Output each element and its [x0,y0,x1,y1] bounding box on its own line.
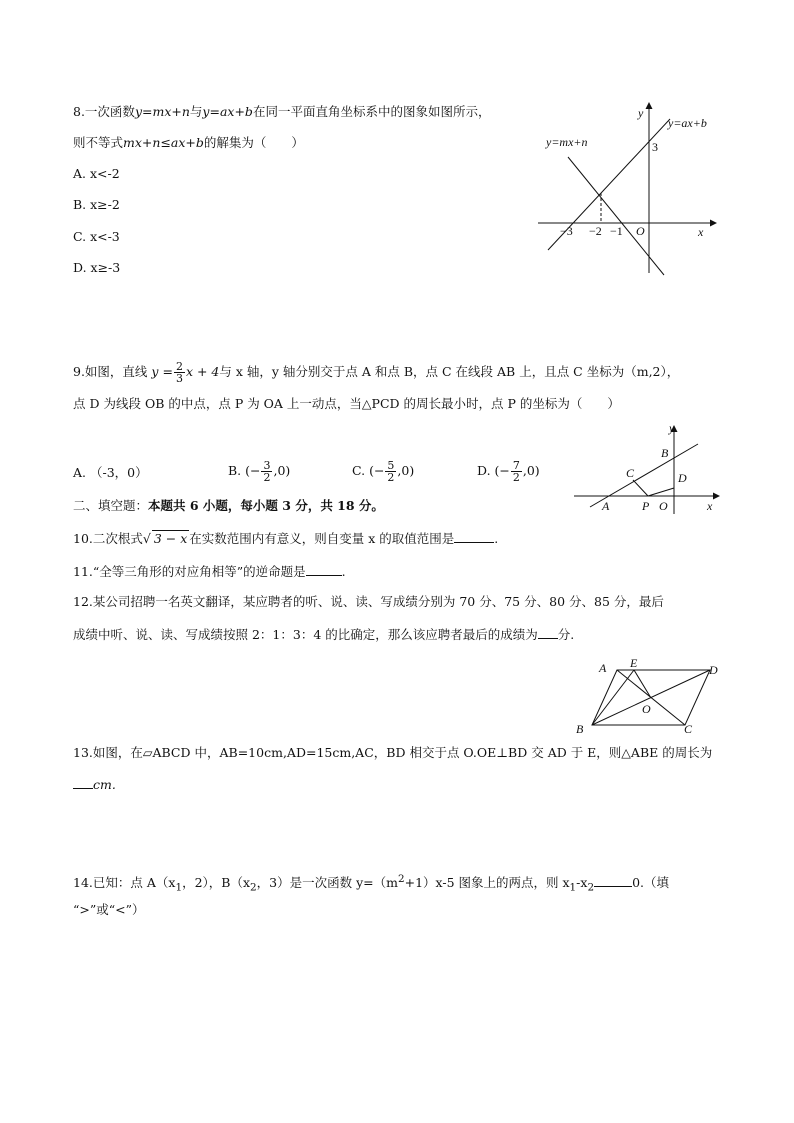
q8-option-b[interactable]: B. x≥-2 [73,197,120,212]
q8-x-arrow-icon [710,220,717,227]
q13-label-c: C [684,722,693,736]
q13-answer-blank[interactable] [73,776,93,789]
q8-y-arrow-icon [646,102,653,109]
q8-label-mx-n: y=mx+n [546,135,588,149]
q8-option-c[interactable]: C. x<-3 [73,229,120,244]
q9-label-p: P [642,499,650,513]
q8-option-a[interactable]: A. x<-2 [73,166,120,181]
q8-line2: 则不等式mx+n≤ax+b的解集为（ ） [73,135,304,150]
q9-label-b: B [661,446,669,460]
q14-line2: “>”或“<”） [73,902,145,917]
q9-segment-pc [633,480,648,496]
q9-x-arrow-icon [713,493,720,500]
q9-segment-pd [648,488,674,496]
q11-line: 11.“全等三角形的对应角相等”的逆命题是 . [73,564,346,579]
q9-label-y: y [669,421,675,435]
q8-label-x: x [698,225,704,239]
q9-option-d[interactable]: D. (− $\frac{7}{2}$ ,0) [477,459,540,484]
q9-line2: 点 D 为线段 OB 的中点，点 P 为 OA 上一动点，当△PCD 的周长最小时，点 P 的坐标为（ ） [73,396,620,411]
q9-label-c: C [626,466,635,480]
q9-graph [570,422,730,517]
q9-label-a: A [602,499,610,513]
q9-option-c[interactable]: C. (− $\frac{5}{2}$ ,0) [352,459,415,484]
q8-label-3: 3 [652,140,658,154]
q9-fraction: $\frac{2}{3}$ [175,360,183,385]
q9-option-a[interactable]: A. （-3，0） [73,465,148,480]
q8-option-d[interactable]: D. x≥-3 [73,260,121,275]
q10-radicand: 3 − x [153,531,188,546]
q9-label-d: D [678,471,687,485]
q13-line2: cm. [73,776,116,793]
q8-label-ax-b: y=ax+b [668,116,707,130]
q14-answer-blank[interactable] [594,874,632,887]
q13-label-b: B [576,722,584,736]
q8-function2: y=ax+b [202,104,253,119]
q13-line1: 13.如图，在▱ABCD 中，AB=10cm,AD=15cm,AC，BD 相交于点 O.OE⊥BD 交 AD 于 E，则△ABE 的周长为 [73,745,713,760]
q8-label-y: y [638,106,644,120]
q9-label-x: x [707,499,713,513]
q9-option-b[interactable]: B. (− $\frac{3}{2}$ ,0) [228,459,291,484]
q9-line1: 9.如图，直线 y = $\frac{2}{3}$ x + 4与 x 轴，y 轴分别交于点 A 和点 B，点 C 在线段 AB 上，且点 C 坐标为（m,2）， [73,360,680,385]
q13-segment-eo [634,670,651,698]
q11-answer-blank[interactable] [306,563,342,576]
q13-label-e: E [630,656,638,670]
q8-line1: 8.一次函数y=mx+n与y=ax+b在同一平面直角坐标系中的图象如图所示， [73,104,491,119]
sqrt-icon: √ [142,531,151,546]
q10-line: 10.二次根式√ 3 − x 在实数范围内有意义，则自变量 x 的取值范围是 . [73,531,499,546]
q12-line2: 成绩中听、说、读、写成绩按照 2：1：3：4 的比确定，那么该应聘者最后的成绩为 分. [73,627,575,642]
q8-tick-minus2: −2 [589,224,602,238]
q12-answer-blank[interactable] [538,626,558,639]
q13-label-a: A [599,661,607,675]
q10-answer-blank[interactable] [454,530,494,543]
q12-line1: 12.某公司招聘一名英文翻译，某应聘者的听、说、读、写成绩分别为 70 分、75 分、80 分、85 分，最后 [73,594,664,609]
q8-tick-minus3: −3 [560,224,573,238]
q8-label-origin: O [636,224,645,238]
q13-label-o: O [642,702,651,716]
q8-inequality: mx+n≤ax+b [123,135,204,150]
q8-function1: y=mx+n [134,104,190,119]
q8-tick-minus1: −1 [610,224,623,238]
q13-label-d: D [709,663,718,677]
q8-graph [530,95,730,280]
q8-line-mx-n [568,157,664,275]
q9-label-o: O [659,499,668,513]
q14-line1: 14.已知：点 $A(x_1$，2），$B(x_2$，3）是一次函数 $y=(m^2+1)x-5$ 图象上的两点，则 $x_1-x_2$ 0.（填 [73,873,669,894]
section-2-heading: 二、填空题：本题共 6 小题，每小题 3 分，共 18 分。 [73,498,384,513]
q13-parallelogram-figure [572,655,732,740]
